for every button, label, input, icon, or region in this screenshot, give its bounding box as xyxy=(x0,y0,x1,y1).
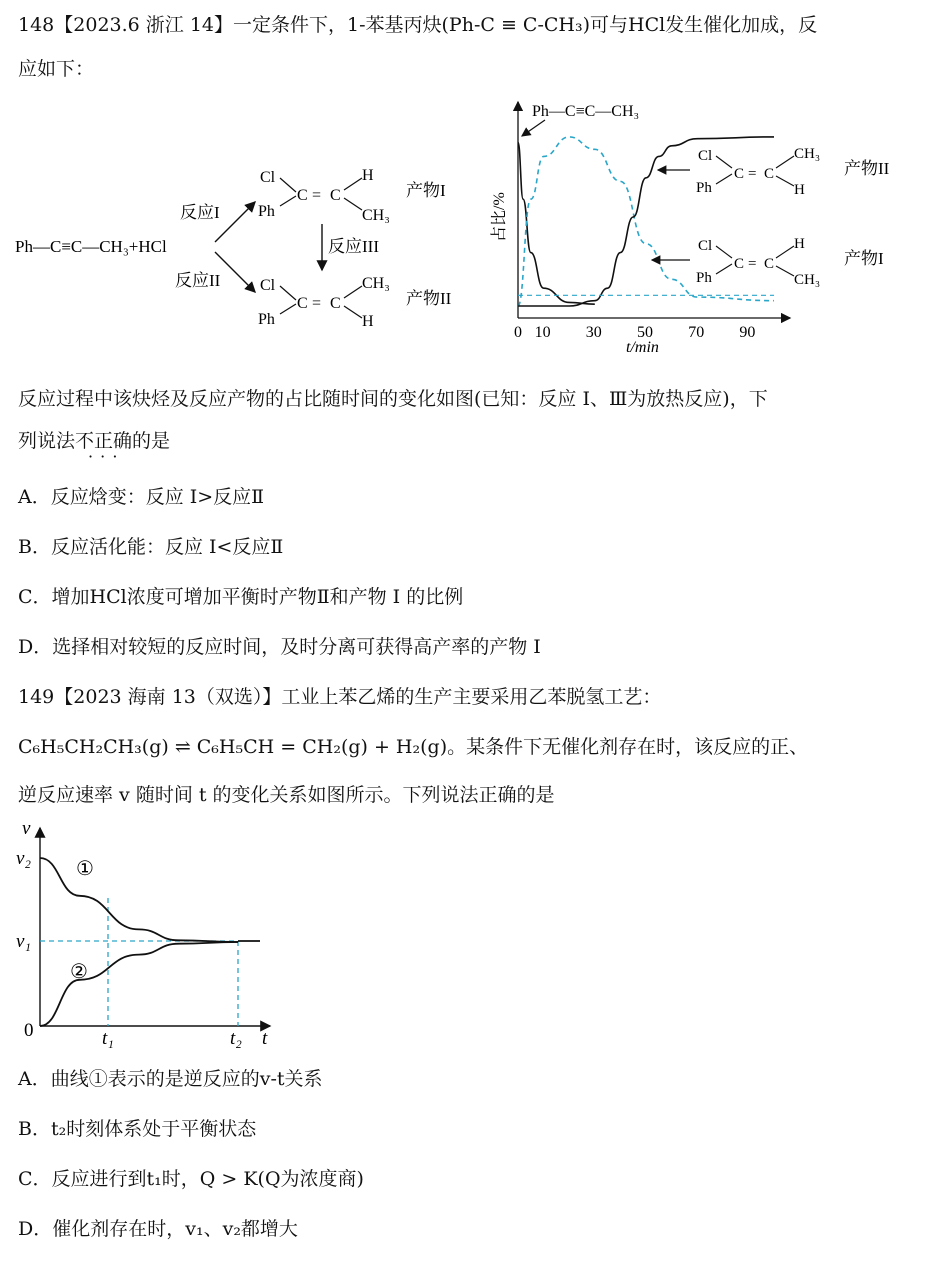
svg-text:C: C xyxy=(734,256,745,272)
svg-text:Cl: Cl xyxy=(260,169,276,186)
q148-option-d: D．选择相对较短的反应时间，及时分离可获得高产率的产物 I xyxy=(18,636,541,658)
q149-option-a: A．曲线①表示的是逆反应的v-t关系 xyxy=(18,1068,323,1090)
chart-label-product1: 产物I xyxy=(844,249,884,268)
svg-text:C: C xyxy=(330,295,341,312)
x-tick-30: 30 xyxy=(585,324,602,341)
curve-2 xyxy=(40,942,238,1026)
svg-text:Ph: Ph xyxy=(696,270,712,286)
svg-text:H: H xyxy=(362,313,374,330)
svg-text:C: C xyxy=(764,166,775,182)
q149-line1: 149【2023 海南 13（双选）】工业上苯乙烯的生产主要采用乙苯脱氢工艺： xyxy=(18,686,662,708)
svg-text:C: C xyxy=(297,295,308,312)
svg-text:=: = xyxy=(748,166,757,182)
product1-structure xyxy=(258,167,390,224)
q148-option-c: C．增加HCl浓度可增加平衡时产物Ⅱ和产物 I 的比例 xyxy=(18,586,464,608)
x-tick-0: t₁ xyxy=(102,1028,114,1049)
product1-label: 产物I xyxy=(406,181,446,200)
product2-label: 产物II xyxy=(406,289,452,308)
q148-desc1: 反应过程中该炔烃及反应产物的占比随时间的变化如图(已知：反应 I、Ⅲ为放热反应)，下 xyxy=(18,388,768,410)
curve-1 xyxy=(40,858,238,942)
svg-text:Ph: Ph xyxy=(696,180,712,196)
arrow-label-3: 反应III xyxy=(328,237,379,256)
svg-text:Cl: Cl xyxy=(260,277,276,294)
svg-text:C: C xyxy=(764,256,775,272)
q149-option-c: C．反应进行到t₁时，Q > K(Q为浓度商) xyxy=(18,1168,364,1190)
chart-label-product2: 产物II xyxy=(844,159,890,178)
arrow-label-1: 反应I xyxy=(180,203,220,222)
svg-text:C: C xyxy=(330,187,341,204)
svg-text:CH₃: CH₃ xyxy=(362,207,390,224)
curve-label-1: ① xyxy=(76,858,94,880)
q149-line3: 逆反应速率 v 随时间 t 的变化关系如图所示。下列说法正确的是 xyxy=(18,784,555,806)
x-tick-70: 70 xyxy=(688,324,705,341)
curve-label-2: ② xyxy=(70,961,88,983)
svg-text:CH₃: CH₃ xyxy=(794,146,821,162)
label-reactant: Ph—C≡C—CH₃ xyxy=(532,103,640,120)
svg-text:H: H xyxy=(362,167,374,184)
q149-line2: C₆H₅CH₂CH₃(g) ⇌ C₆H₅CH = CH₂(g) + H₂(g)。某条件下无催化剂存在时，该反应的正、 xyxy=(18,736,809,758)
x-axis-label: t/min xyxy=(626,339,659,356)
q148-option-b: B．反应活化能：反应 I<反应Ⅱ xyxy=(18,536,284,558)
reaction-scheme xyxy=(10,150,490,340)
svg-text:H: H xyxy=(794,182,805,198)
svg-text:CH₃: CH₃ xyxy=(794,272,821,288)
q148-desc2-text: 列说法不正确的是 · · · xyxy=(18,430,170,452)
product2-structure xyxy=(258,275,390,330)
q148-desc2 xyxy=(18,428,170,454)
svg-text:Ph: Ph xyxy=(258,203,275,220)
v-axis-label: v xyxy=(22,818,31,839)
series-2 xyxy=(518,137,774,306)
x-tick-1: t₂ xyxy=(230,1028,242,1049)
svg-text:=: = xyxy=(312,295,322,312)
product2-structure-chart xyxy=(696,146,820,198)
y-tick-0: v₂ xyxy=(16,848,32,869)
q148-option-a: A．反应焓变：反应 I>反应Ⅱ xyxy=(18,486,265,508)
t-axis-label: t xyxy=(262,1028,268,1049)
origin-label: 0 xyxy=(24,1020,34,1041)
proportion-chart xyxy=(490,92,910,362)
x-tick-10: 10 xyxy=(534,324,551,341)
series-3 xyxy=(518,137,774,306)
svg-text:C: C xyxy=(297,187,308,204)
q149-option-b: B．t₂时刻体系处于平衡状态 xyxy=(18,1118,257,1140)
velocity-time-chart xyxy=(8,818,298,1058)
svg-text:CH₃: CH₃ xyxy=(362,275,390,292)
y-tick-1: v₁ xyxy=(16,931,32,952)
svg-text:Cl: Cl xyxy=(698,148,713,164)
x-tick-90: 90 xyxy=(739,324,756,341)
x-tick-0: 0 xyxy=(514,324,522,341)
arrow-label-2: 反应II xyxy=(175,271,221,290)
svg-text:Cl: Cl xyxy=(698,238,713,254)
svg-text:=: = xyxy=(748,256,757,272)
x-tick-50: 50 xyxy=(637,324,653,341)
svg-text:Ph: Ph xyxy=(258,311,275,328)
q148-line2: 应如下： xyxy=(18,58,95,80)
q148-line1: 148【2023.6 浙江 14】一定条件下，1-苯基丙炔(Ph-C ≡ C-CH₃)可与HCl发生催化加成，反 xyxy=(18,14,818,36)
product1-structure-chart xyxy=(696,236,820,288)
series-1 xyxy=(518,142,595,304)
svg-text:C: C xyxy=(734,166,745,182)
q149-option-d: D．催化剂存在时，v₁、v₂都增大 xyxy=(18,1218,298,1240)
svg-text:H: H xyxy=(794,236,805,252)
reactant-label: Ph—C≡C—CH₃+HCl xyxy=(15,237,167,256)
y-axis-label: 占比/% xyxy=(491,192,508,242)
svg-text:=: = xyxy=(312,187,322,204)
